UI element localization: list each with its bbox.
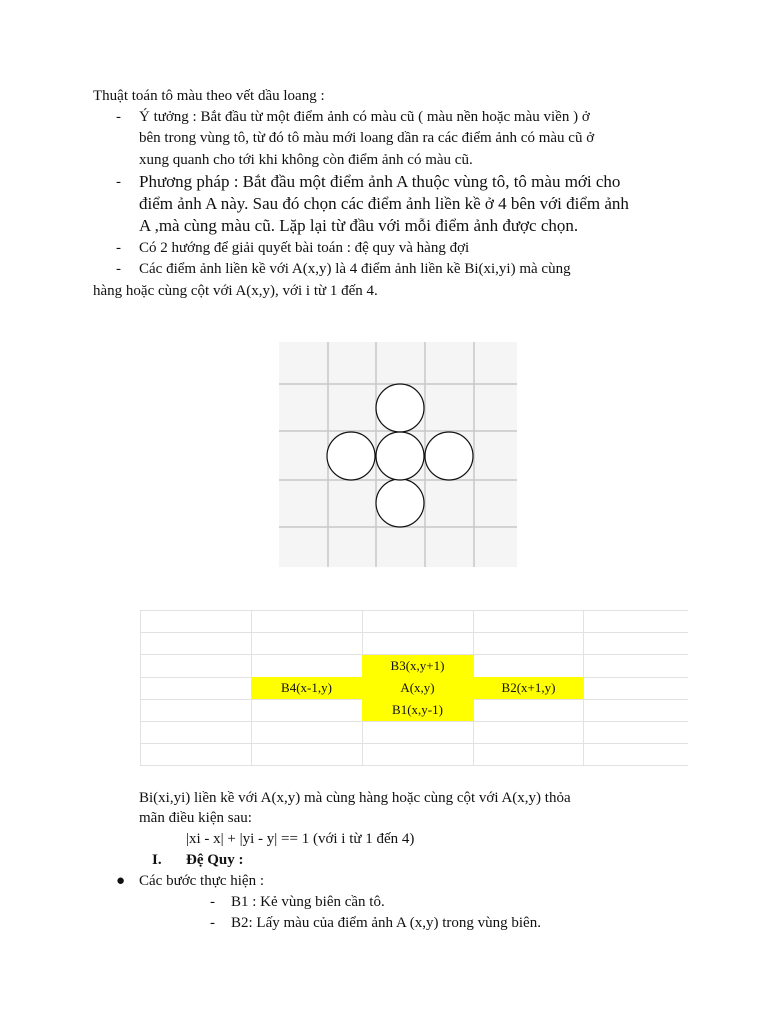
step-dash: - xyxy=(210,915,215,931)
center-pixel-circle xyxy=(376,432,424,480)
cell-a: A(x,y) xyxy=(362,677,473,699)
bullet-method-line-3: A ,mà cùng màu cũ. Lặp lại từ đầu với mỗi điểm ảnh được chọn. xyxy=(139,216,579,235)
bullet-adjacent-line-2: hàng hoặc cùng cột với A(x,y), với i từ 1 đến 4. xyxy=(93,283,378,299)
bullet-method-line-2: điểm ảnh A này. Sau đó chọn các điểm ảnh liền kề ở 4 bên với điểm ảnh xyxy=(139,194,629,213)
bullet-dash: - xyxy=(116,109,121,125)
intro-line: Thuật toán tô màu theo vết dầu loang : xyxy=(93,88,325,104)
bullet-dash: - xyxy=(116,174,121,190)
steps-heading: Các bước thực hiện : xyxy=(139,873,264,889)
bullet-method-line-1: Phương pháp : Bắt đầu một điểm ảnh A thuộc vùng tô, tô màu mới cho xyxy=(139,172,621,191)
step-2: B2: Lấy màu của điểm ảnh A (x,y) trong vùng biên. xyxy=(231,915,541,931)
neighbor-bottom-circle xyxy=(376,479,424,527)
condition-line-1: Bi(xi,yi) liền kề với A(x,y) mà cùng hàng hoặc cùng cột với A(x,y) thỏa xyxy=(139,790,571,806)
condition-line-2: mãn điều kiện sau: xyxy=(139,810,252,826)
section-numeral: I. xyxy=(152,852,162,868)
step-dash: - xyxy=(210,894,215,910)
neighbor-table xyxy=(140,610,688,766)
section-title: Đệ Quy : xyxy=(186,852,244,868)
bullet-idea-line-2: bên trong vùng tô, từ đó tô màu mới loang dần ra các điểm ảnh có màu cũ ở xyxy=(139,130,595,146)
step-1: B1 : Kẻ vùng biên cần tô. xyxy=(231,894,385,910)
neighbor-left-circle xyxy=(327,432,375,480)
cell-b2: B2(x+1,y) xyxy=(473,677,584,699)
cell-b4: B4(x-1,y) xyxy=(251,677,362,699)
cell-b3: B3(x,y+1) xyxy=(362,655,473,677)
bullet-approach-line: Có 2 hướng để giải quyết bài toán : đệ quy và hàng đợi xyxy=(139,240,470,256)
bullet-dash: - xyxy=(116,240,121,256)
pixel-grid-drawing xyxy=(279,342,517,567)
bullet-idea-line-1: Ý tưởng : Bắt đầu từ một điểm ảnh có màu cũ ( màu nền hoặc màu viền ) ở xyxy=(139,109,590,125)
neighbor-right-circle xyxy=(425,432,473,480)
condition-formula: |xi - x| + |yi - y| == 1 (với i từ 1 đến 4) xyxy=(186,831,415,847)
bullet-adjacent-line-1: Các điểm ảnh liền kề với A(x,y) là 4 điểm ảnh liền kề Bi(xi,yi) mà cùng xyxy=(139,261,571,277)
pixel-grid-figure xyxy=(279,342,517,567)
bullet-dot-icon: ● xyxy=(116,873,126,889)
bullet-dash: - xyxy=(116,261,121,277)
neighbor-top-circle xyxy=(376,384,424,432)
cell-b1: B1(x,y-1) xyxy=(362,699,473,721)
bullet-idea-line-3: xung quanh cho tới khi không còn điểm ảnh có màu cũ. xyxy=(139,152,473,168)
